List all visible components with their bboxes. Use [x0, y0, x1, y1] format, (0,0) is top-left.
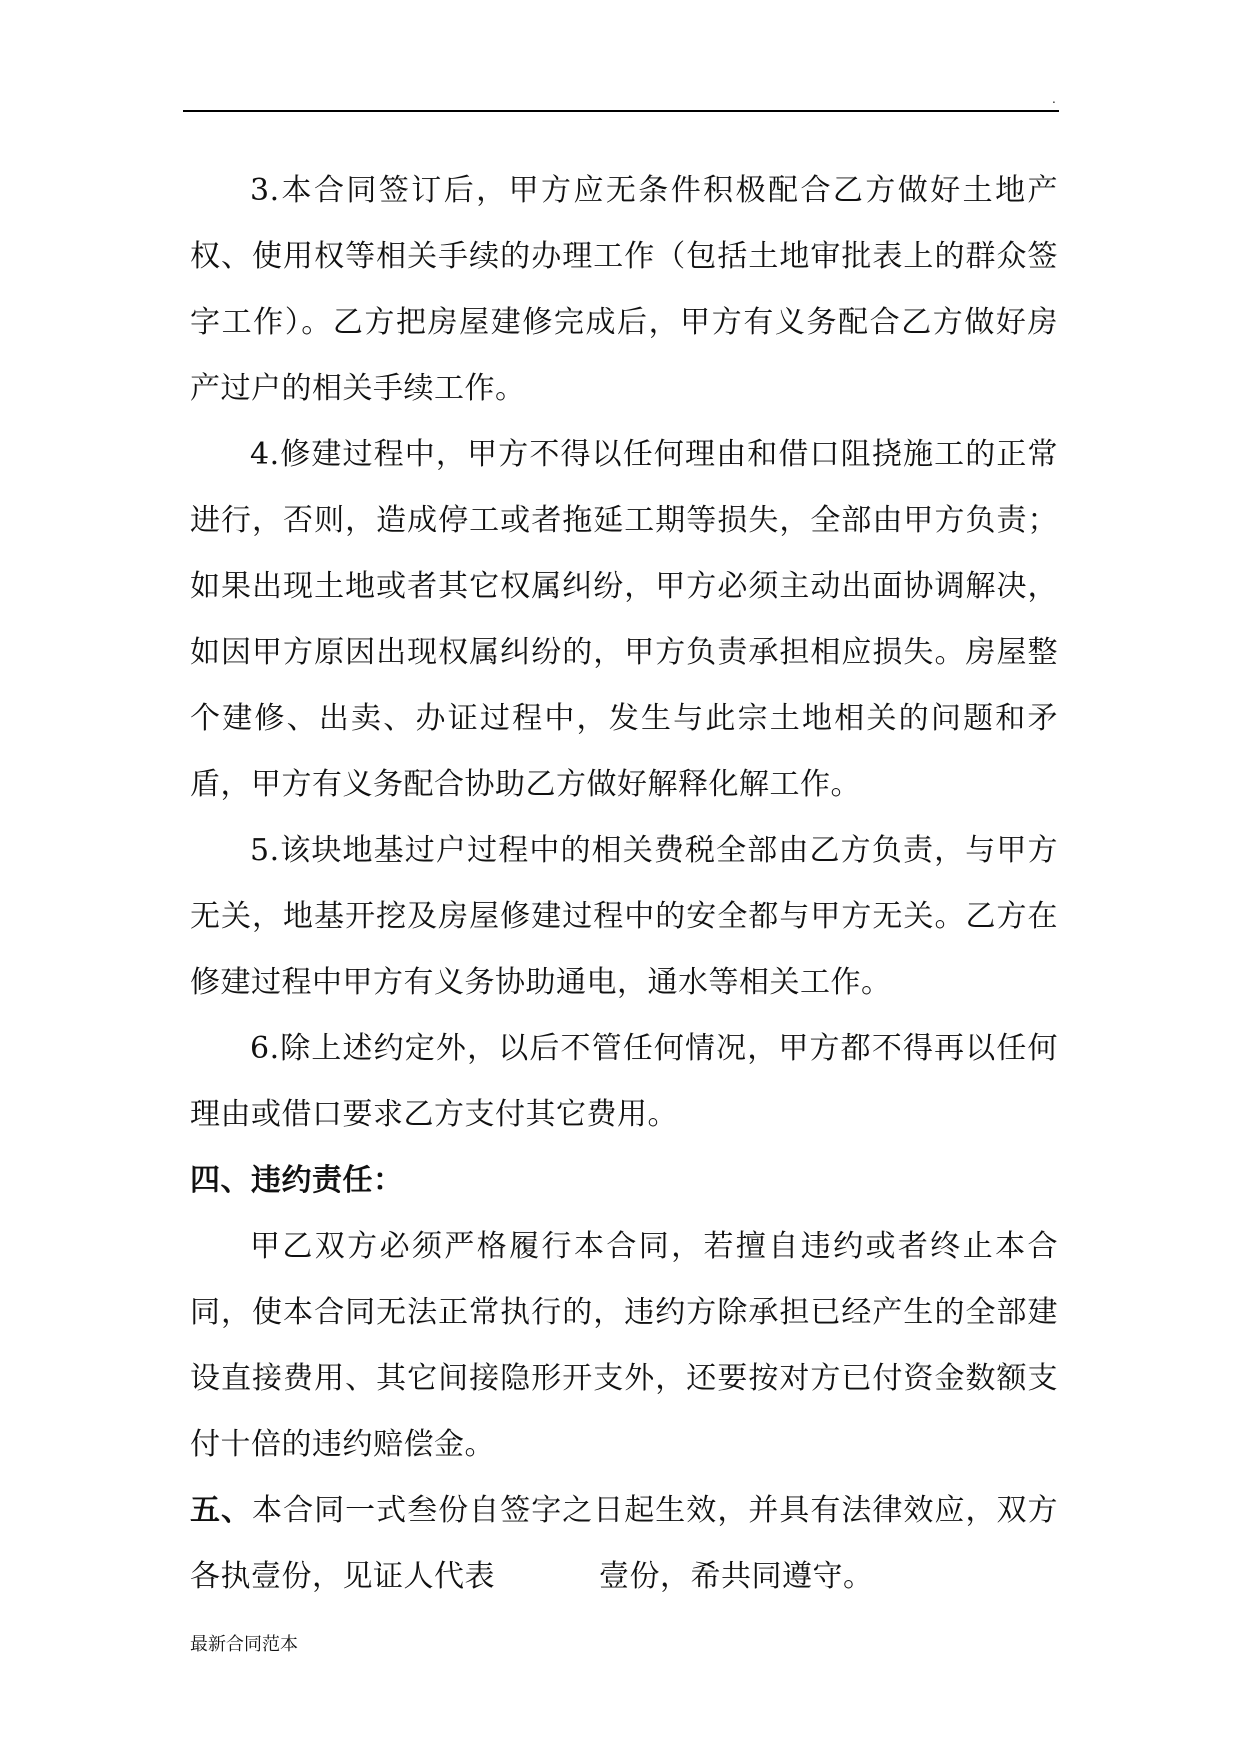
clause-4: 4.修建过程中，甲方不得以任何理由和借口阻挠施工的正常进行，否则，造成停工或者拖延工期等损失，全部由甲方负责；如果出现土地或者其它权属纠纷，甲方必须主动出面协调解决，如因甲方原因出现权属纠纷的，甲方负责承担相应损失。房屋整个建修、出卖、办证过程中，发生与此宗土地相关的问题和矛盾，甲方有义务配合协助乙方做好解释化解工作。 — [190, 437, 1058, 802]
section-5-text-b: 壹份，希共同遵守。 — [599, 1559, 874, 1594]
section-5-label: 五、 — [190, 1493, 253, 1528]
section-5 — [190, 1478, 1058, 1610]
header-rule — [183, 110, 1059, 112]
header-dot: . — [1052, 92, 1056, 106]
section-4-heading: 四、违约责任： — [190, 1163, 404, 1198]
contract-body — [190, 158, 1058, 1610]
clause-5: 5.该块地基过户过程中的相关费税全部由乙方负责，与甲方无关，地基开挖及房屋修建过程中的安全都与甲方无关。乙方在修建过程中甲方有义务协助通电，通水等相关工作。 — [190, 833, 1058, 1000]
section-5-text-a: 本合同一式叁份自签字之日起生效，并具有法律效应，双方各执壹份，见证人代表 — [190, 1493, 1059, 1594]
footer-label: 最新合同范本 — [190, 1634, 298, 1655]
clause-3: 3.本合同签订后，甲方应无条件积极配合乙方做好土地产权、使用权等相关手续的办理工作（包括土地审批表上的群众签字工作）。乙方把房屋建修完成后，甲方有义务配合乙方做好房产过户的相关手续工作。 — [190, 173, 1058, 406]
clause-6: 6.除上述约定外，以后不管任何情况，甲方都不得再以任何理由或借口要求乙方支付其它费用。 — [190, 1031, 1058, 1132]
section-4-body: 甲乙双方必须严格履行本合同，若擅自违约或者终止本合同，使本合同无法正常执行的，违约方除承担已经产生的全部建设直接费用、其它间接隐形开支外，还要按对方已付资金数额支付十倍的违约赔偿金。 — [190, 1229, 1058, 1462]
